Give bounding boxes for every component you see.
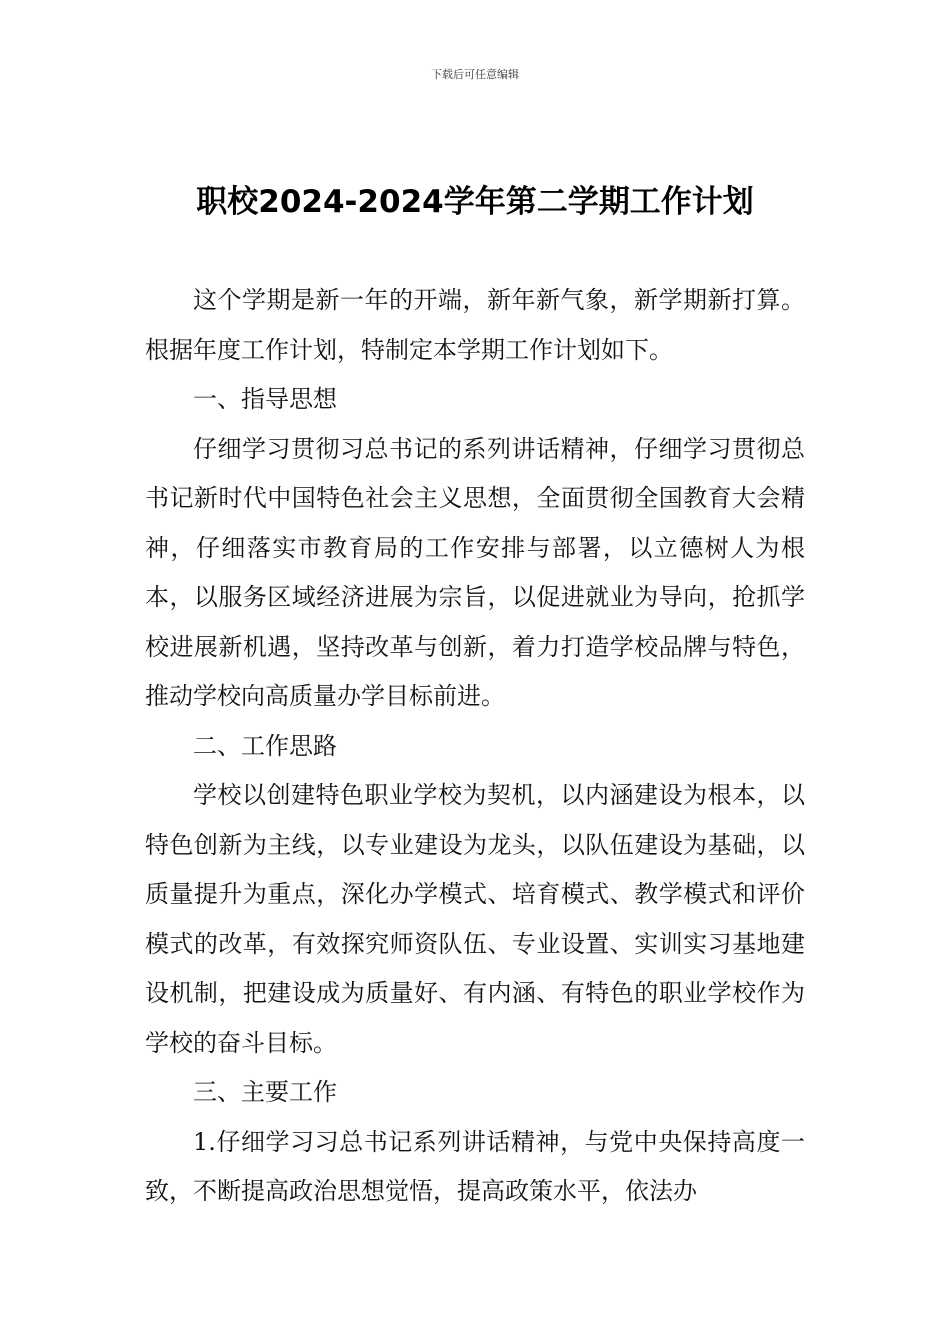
document-body bbox=[145, 276, 805, 1217]
heading-work-approach: 二、工作思路 bbox=[193, 731, 337, 760]
heading-main-work: 三、主要工作 bbox=[193, 1078, 337, 1106]
heading-guiding-ideology: 一、指导思想 bbox=[193, 385, 337, 413]
document-title: 职校2024-2024学年第二学期工作计划 bbox=[196, 184, 754, 220]
paragraph-guiding-ideology: 仔细学习贯彻习总书记的系列讲话精神，仔细学习贯彻总书记新时代中国特色社会主义思想，全面贯彻全国教育大会精神，仔细落实市教育局的工作安排与部署，以立德树人为根本，以服务区域经济进展为宗旨，以促进就业为导向，抢抓学校进展新机遇，坚持改革与创新，着力打造学校品牌与特色，推动学校向高质量办学目标前进。 bbox=[145, 434, 805, 710]
paragraph-work-approach: 学校以创建特色职业学校为契机，以内涵建设为根本，以特色创新为主线，以专业建设为龙头，以队伍建设为基础，以质量提升为重点，深化办学模式、培育模式、教学模式和评价模式的改革，有效探究师资队伍、专业设置、实训实习基地建设机制，把建设成为质量好、有内涵、有特色的职业学校作为学校的奋斗目标。 bbox=[145, 781, 805, 1057]
paragraph-intro: 这个学期是新一年的开端，新年新气象，新学期新打算。根据年度工作计划，特制定本学期工作计划如下。 bbox=[145, 286, 805, 364]
paragraph-main-work-1: 1.仔细学习习总书记系列讲话精神，与党中央保持高度一致，不断提高政治思想觉悟，提高政策水平，依法办 bbox=[145, 1127, 805, 1205]
page-header-note: 下载后可任意编辑 bbox=[431, 68, 519, 81]
